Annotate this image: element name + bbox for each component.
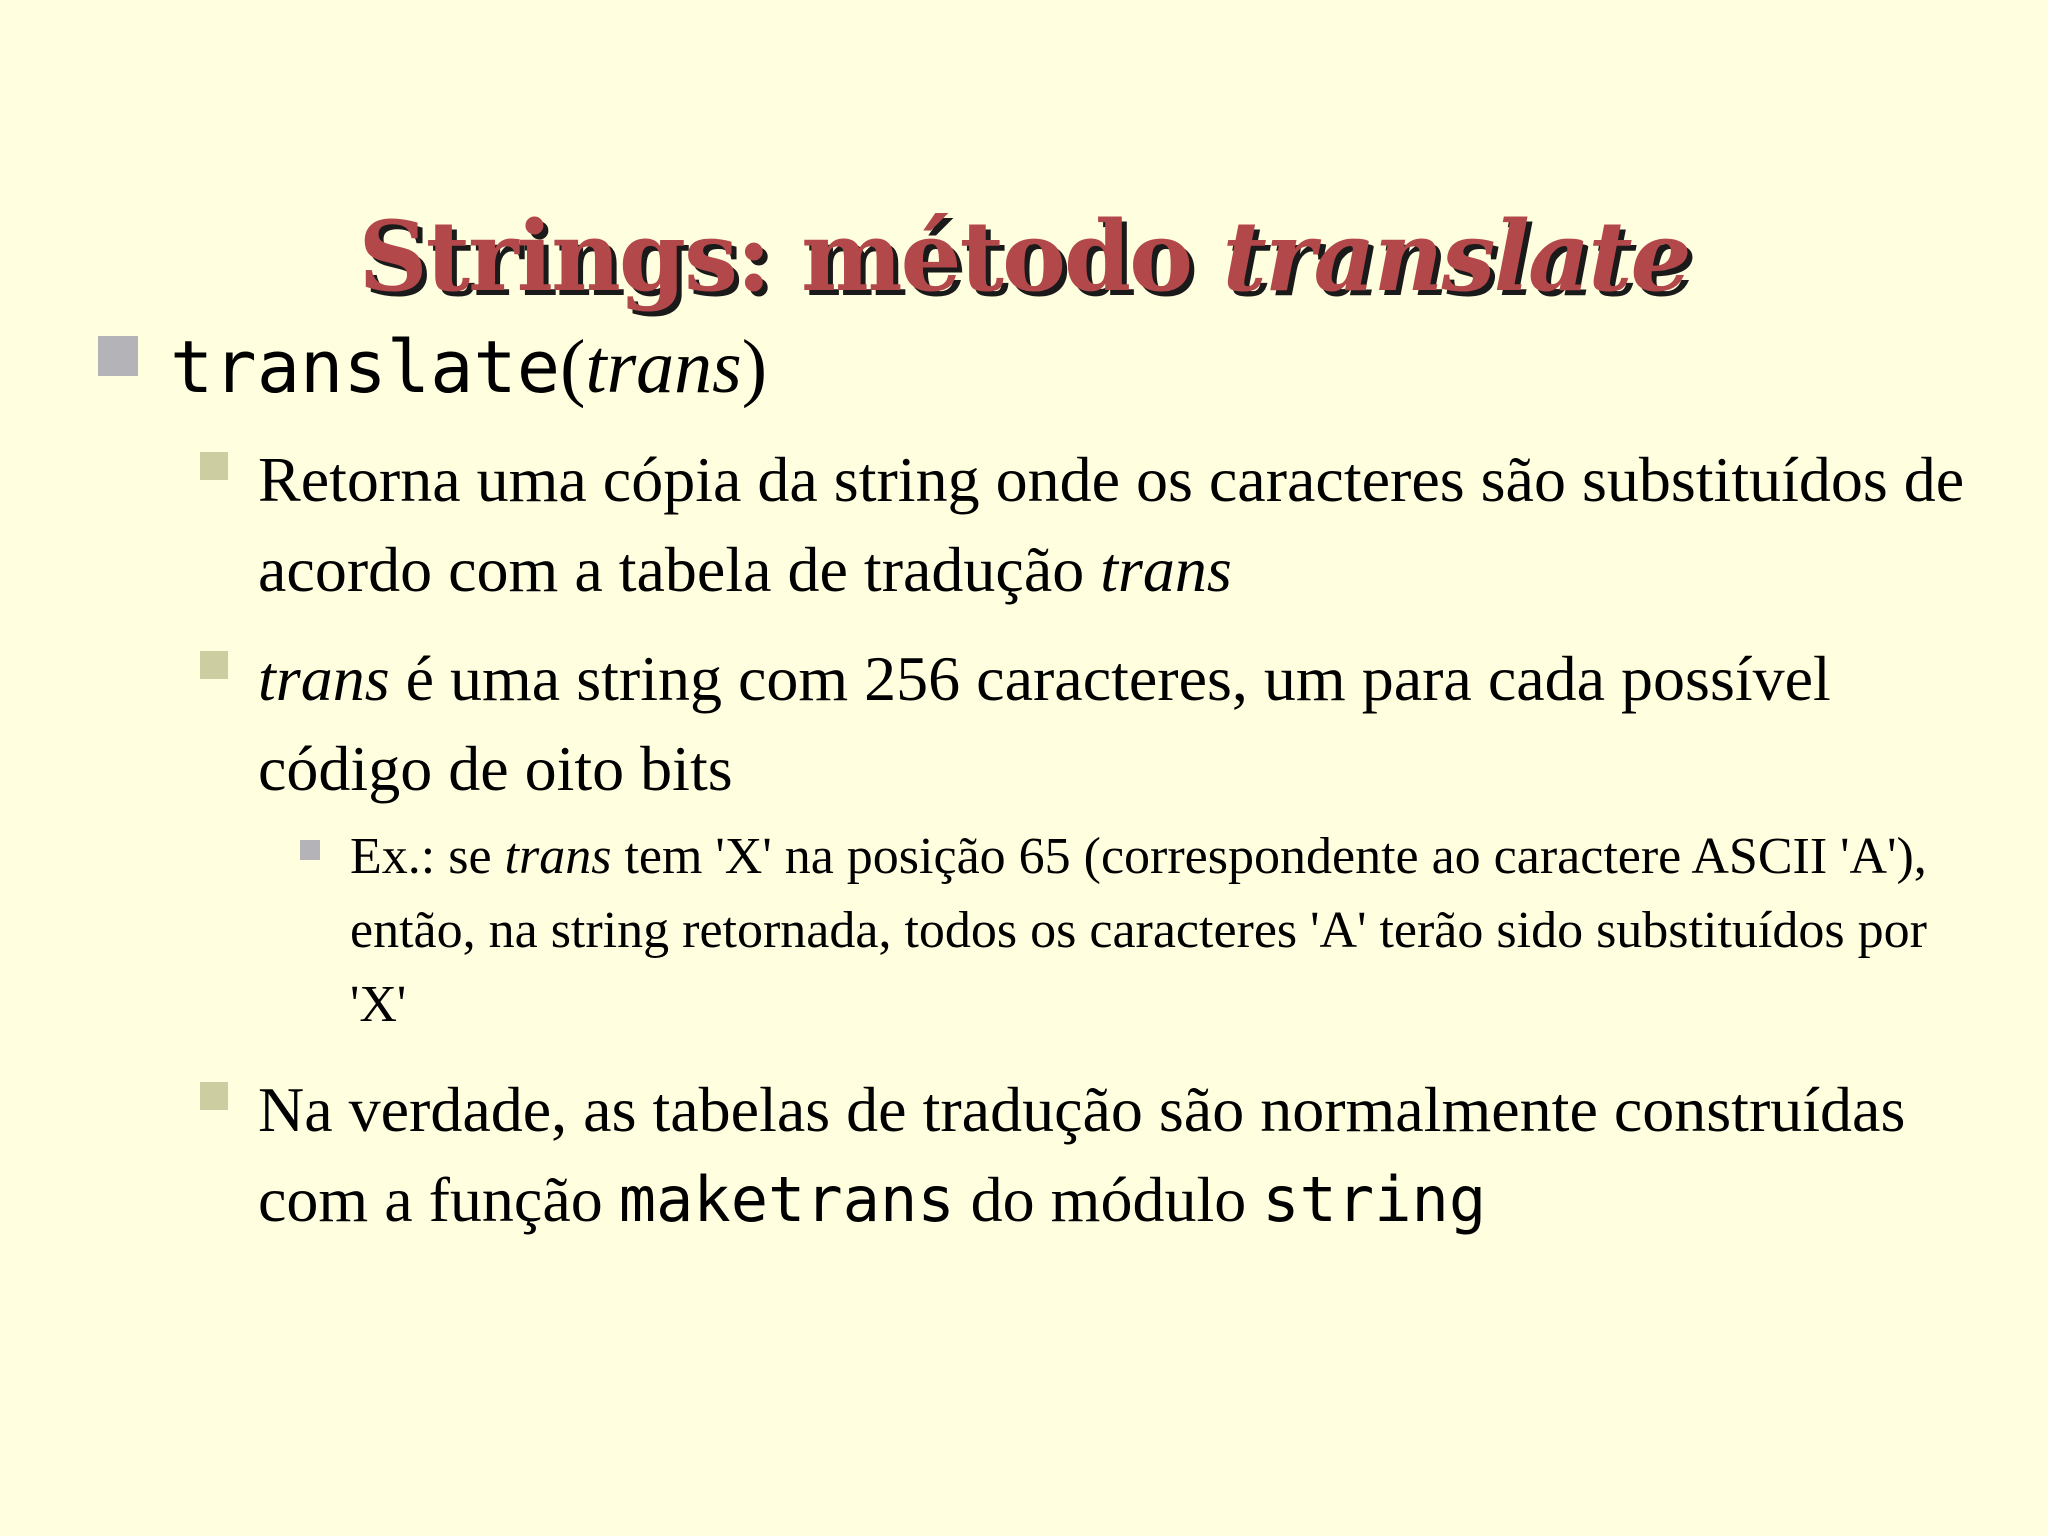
- bullet-level1-signature: [170, 322, 767, 412]
- title-prefix: Strings: método: [358, 200, 1223, 314]
- item1-text: Retorna uma cópia da string onde os caracteres são substituídos de acordo com a tabela de tradução: [258, 444, 1965, 605]
- item2-italic: trans: [258, 643, 390, 714]
- item2-text: é uma string com 256 caracteres, um para cada possível código de oito bits: [258, 643, 1831, 804]
- bullet-item-trans-string: [258, 634, 1978, 814]
- code-string: string: [1262, 1163, 1487, 1236]
- item1-italic: trans: [1100, 534, 1232, 605]
- item3-text1: Na verdade, as tabelas de tradução são normalmente construídas com a função: [258, 1074, 1906, 1235]
- item3-text2: do módulo: [954, 1164, 1263, 1235]
- code-translate: translate: [170, 325, 561, 409]
- bullet-sub-example: [350, 820, 1990, 1042]
- sub-italic: trans: [504, 828, 612, 885]
- bullet-square-icon: [300, 840, 320, 860]
- close-paren: ): [741, 325, 768, 409]
- sub-part2: tem 'X' na posição 65 (correspondente ao caractere ASCII 'A'), então, na string retornada, todos os caracteres 'A' terão sido substituídos por 'X': [350, 828, 1927, 1033]
- bullet-square-icon: [200, 452, 228, 480]
- bullet-square-icon: [98, 336, 138, 376]
- open-paren: (: [560, 325, 586, 409]
- sub-part1: Ex.: se: [350, 828, 505, 885]
- slide-title: [0, 192, 2048, 322]
- bullet-item-maketrans: [258, 1065, 1978, 1245]
- bullet-item-returns-copy: [258, 435, 1978, 615]
- code-maketrans: maketrans: [618, 1163, 955, 1236]
- bullet-square-icon: [200, 1082, 228, 1110]
- bullet-square-icon: [200, 651, 228, 679]
- param-trans: trans: [585, 325, 742, 409]
- title-italic: translate: [1222, 200, 1690, 314]
